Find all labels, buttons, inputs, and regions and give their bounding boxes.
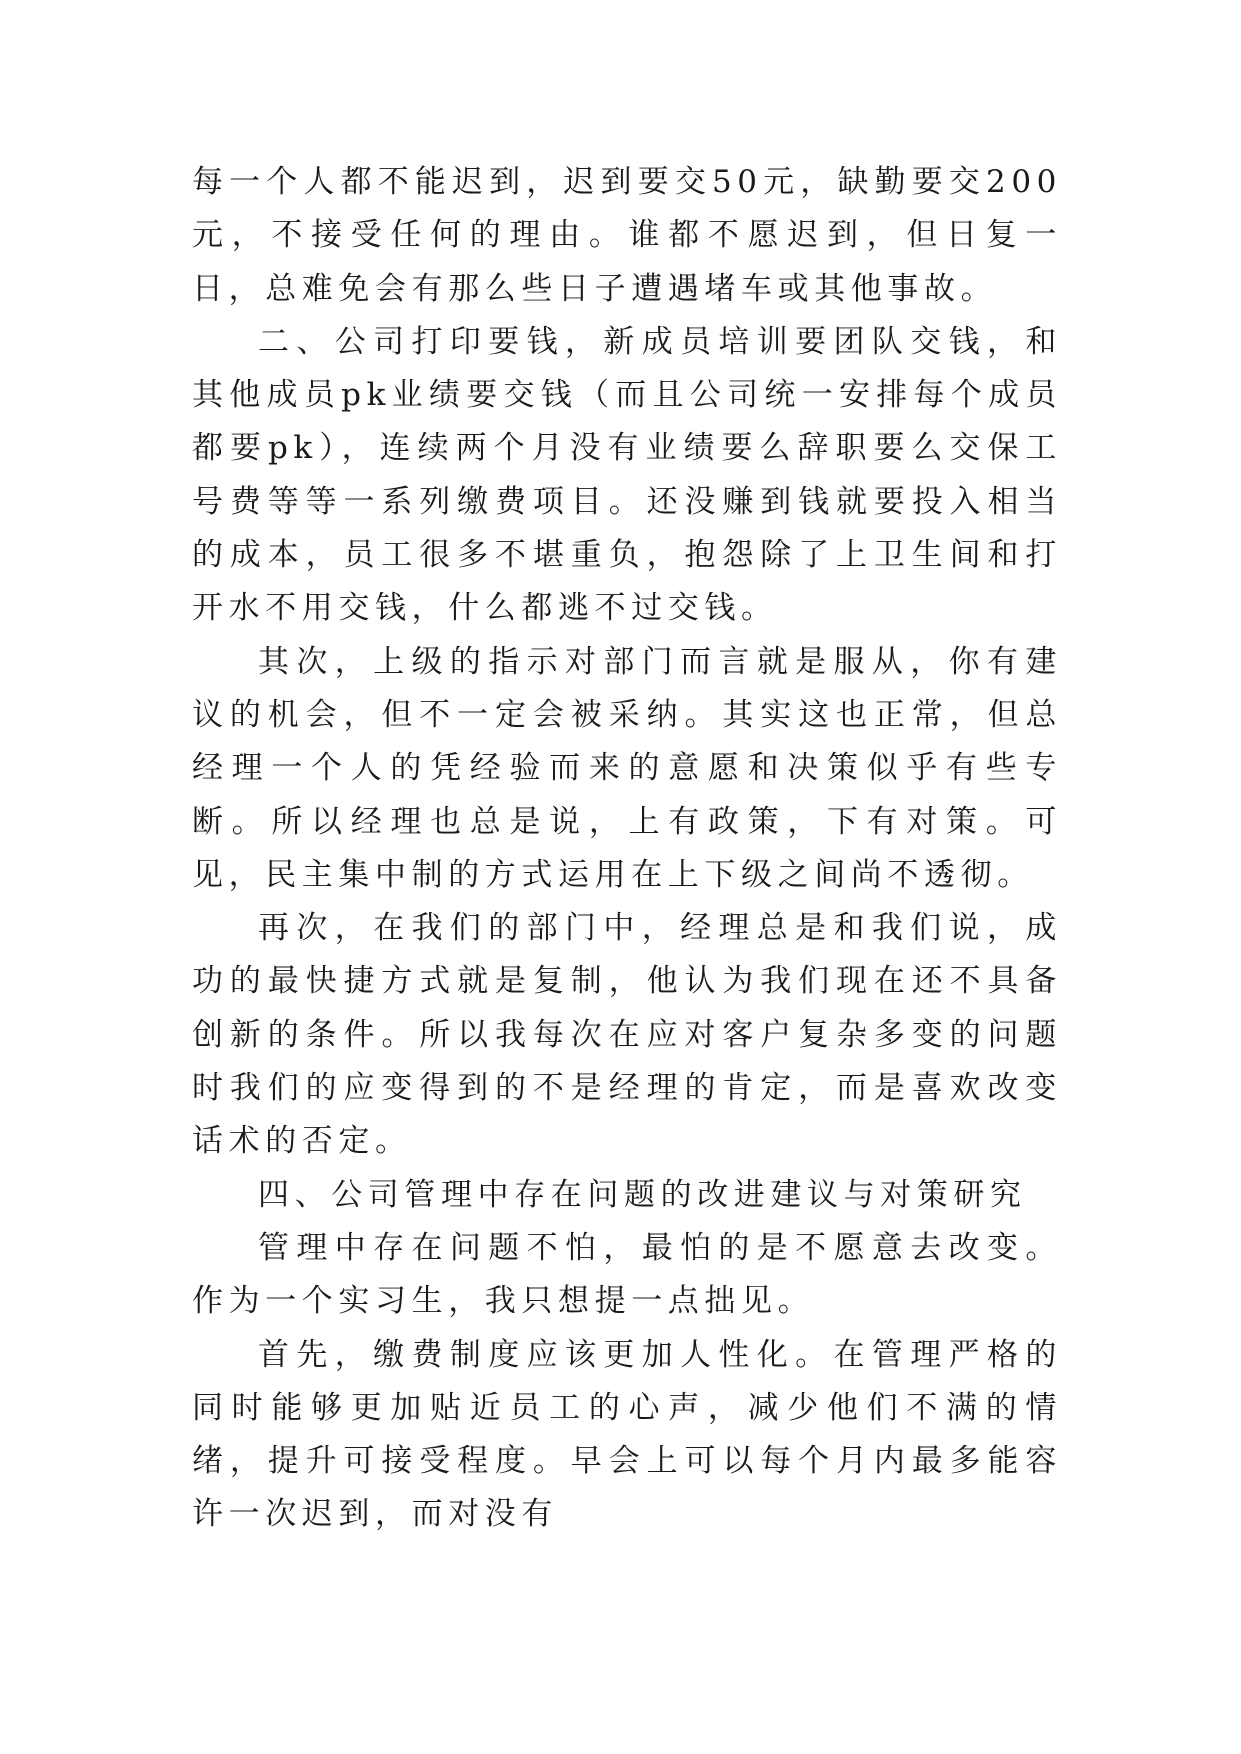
paragraph-5: 管理中存在问题不怕，最怕的是不愿意去改变。作为一个实习生，我只想提一点拙见。 [192,1229,1062,1320]
paragraph-2: 二、公司打印要钱，新成员培训要团队交钱，和其他成员pk业绩要交钱（而且公司统一安排每个成员都要pk），连续两个月没有业绩要么辞职要么交保工号费等等一系列缴费项目。还没赚到钱就要投入相当的成本，员工很多不堪重负，抱怨除了上卫生间和打开水不用交钱，什么都逃不过交钱。 [192,323,1062,627]
section-heading-4: 四、公司管理中存在问题的改进建议与对策研究 [258,1176,1027,1213]
paragraph-4: 再次，在我们的部门中，经理总是和我们说，成功的最快捷方式就是复制，他认为我们现在还不具备创新的条件。所以我每次在应对客户复杂多变的问题时我们的应变得到的不是经理的肯定，而是喜欢改变话术的否定。 [192,910,1062,1160]
paragraph-3: 其次，上级的指示对部门而言就是服从，你有建议的机会，但不一定会被采纳。其实这也正常，但总经理一个人的凭经验而来的意愿和决策似乎有些专断。所以经理也总是说，上有政策，下有对策。可见，民主集中制的方式运用在上下级之间尚不透彻。 [192,643,1062,893]
paragraph-6: 首先，缴费制度应该更加人性化。在管理严格的同时能够更加贴近员工的心声，减少他们不满的情绪，提升可接受程度。早会上可以每个月内最多能容许一次迟到，而对没有 [192,1336,1062,1533]
document-body [192,156,1062,1542]
paragraph-1: 每一个人都不能迟到，迟到要交50元，缺勤要交200元，不接受任何的理由。谁都不愿迟到，但日复一日，总难免会有那么些日子遭遇堵车或其他事故。 [192,164,1062,307]
